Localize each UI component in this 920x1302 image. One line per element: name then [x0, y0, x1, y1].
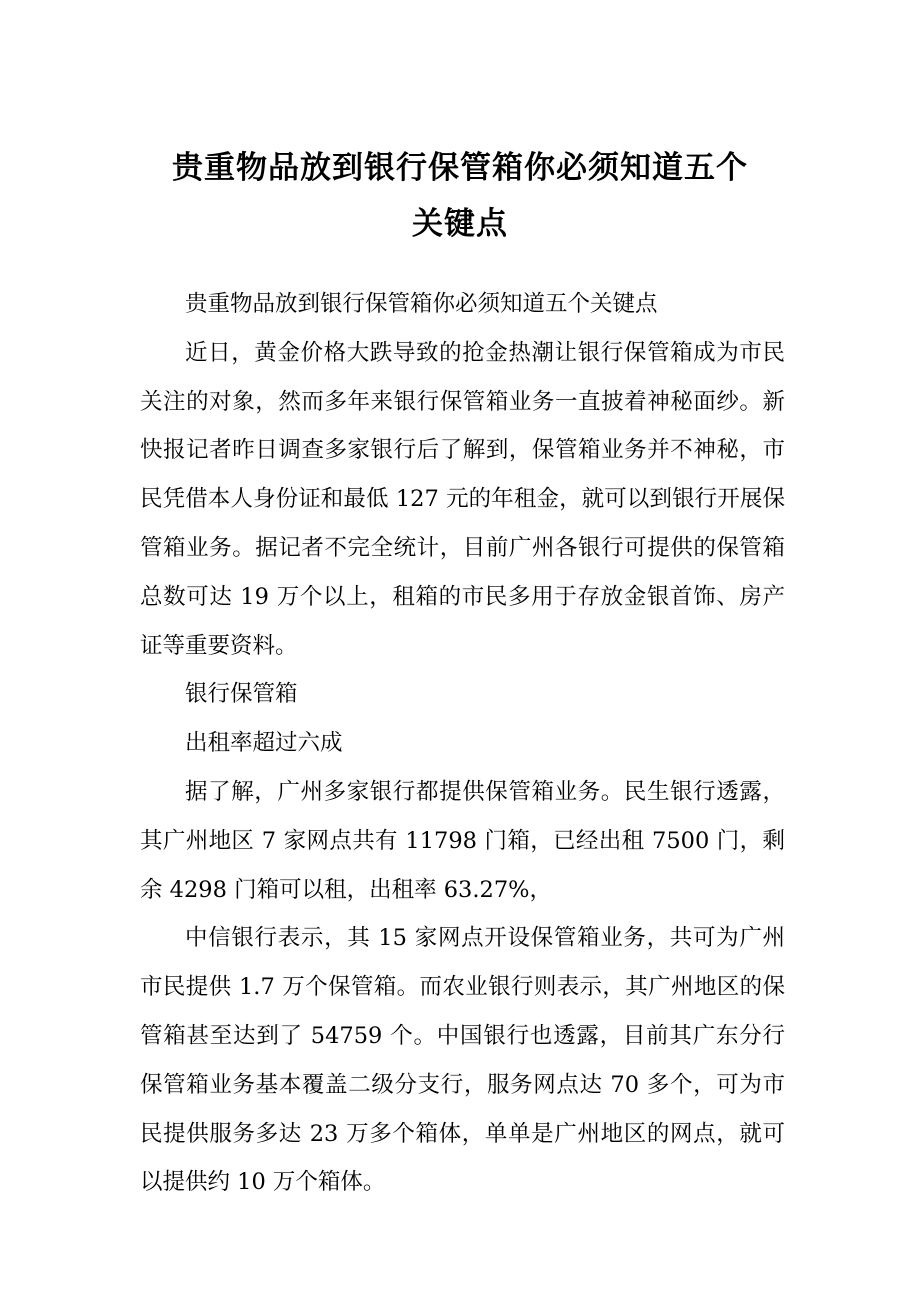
title-line-2: 关键点: [412, 206, 508, 242]
document-title: [140, 140, 780, 252]
paragraph-subtitle: 贵重物品放到银行保管箱你必须知道五个关键点: [185, 291, 658, 317]
document-body: [140, 280, 785, 1207]
paragraph-citic: 中信银行表示，其 15 家网点开设保管箱业务，共可为广州市民提供 1.7 万个保管箱。而农业银行则表示，其广州地区的保管箱甚至达到了 54759 个。中国银行也透露，目前其广东分行保管箱业务基本覆盖二级分支行，服务网点达 70 多个，可为市民提供服务多达 23 万多个箱体，单单是广州地区的网点，就可以提供约 10 万个箱体。: [140, 925, 785, 1196]
paragraph-minsheng: 据了解，广州多家银行都提供保管箱业务。民生银行透露，其广州地区 7 家网点共有 11798 门箱，已经出租 7500 门，剩余 4298 门箱可以租，出租率 63.27%，: [140, 778, 785, 903]
title-line-1: 贵重物品放到银行保管箱你必须知道五个: [172, 150, 748, 186]
paragraph-intro: 近日，黄金价格大跌导致的抢金热潮让银行保管箱成为市民关注的对象，然而多年来银行保管箱业务一直披着神秘面纱。新快报记者昨日调查多家银行后了解到，保管箱业务并不神秘，市民凭借本人身份证和最低 127 元的年租金，就可以到银行开展保管箱业务。据记者不完全统计，目前广州各银行可提供的保管箱总数可达 19 万个以上，租箱的市民多用于存放金银首饰、房产证等重要资料。: [140, 339, 785, 659]
section-heading-2: 出租率超过六成: [185, 730, 343, 757]
section-heading-1: 银行保管箱: [185, 681, 298, 708]
